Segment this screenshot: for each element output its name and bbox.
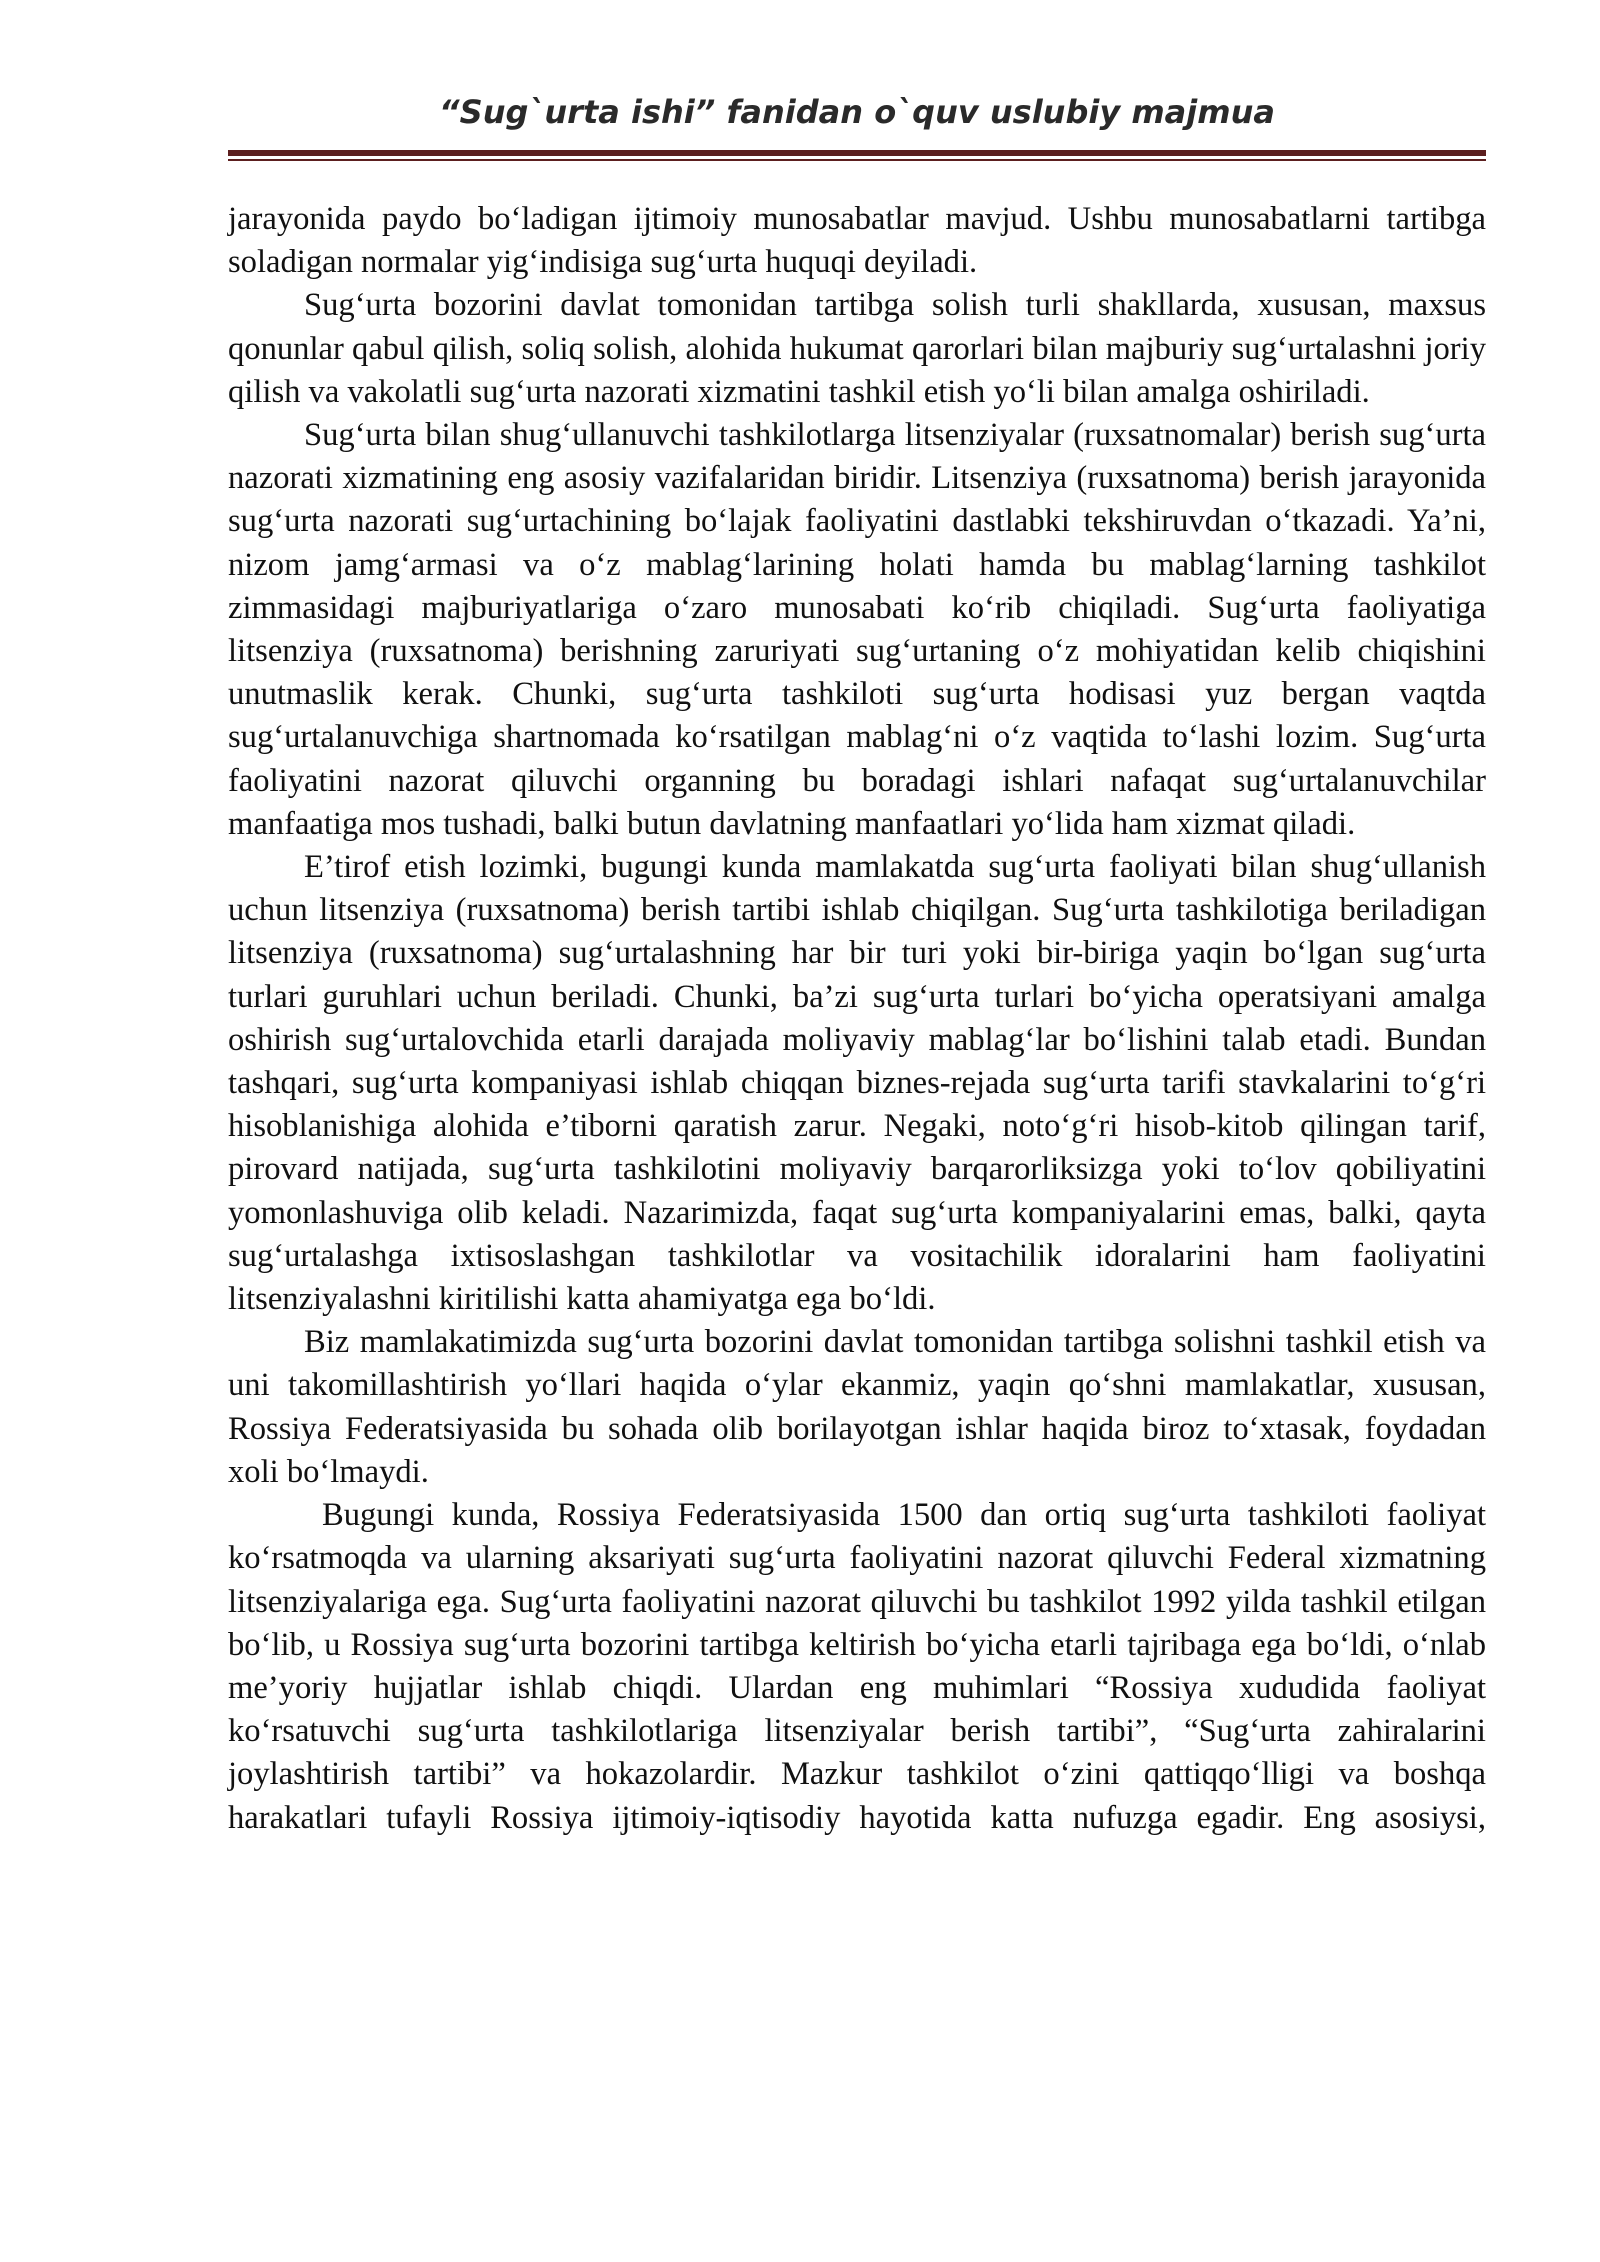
header-rule-thin (228, 159, 1486, 161)
paragraph: Sug‘urta bozorini davlat tomonidan tartibga solish turli shakllarda, xususan, maxsus qonunlar qabul qilish, soliq solish, alohida hukumat qarorlari bilan majburiy sug‘urtalashni joriy qilish va vakolatli sug‘urta nazorati xizmatini tashkil etish yo‘li bilan amalga oshiriladi. (228, 287, 1486, 410)
header-rule-thick (228, 150, 1486, 156)
page-header-title: “Sug`urta ishi” fanidan o`quv uslubiy majmua (439, 93, 1275, 131)
paragraph: Sug‘urta bilan shug‘ullanuvchi tashkilotlarga litsenziyalar (ruxsatnomalar) berish sug‘urta nazorati xizmatining eng asosiy vazifalaridan biridir. Litsenziya (ruxsatnoma) berish jarayonida sug‘urta nazorati sug‘urtachining bo‘lajak faoliyatini dastlabki tekshiruvdan o‘tkazadi. Ya’ni, nizom jamg‘armasi va o‘z mablag‘larining holati hamda bu mablag‘larning tashkilot zimmasidagi majburiyatlariga o‘zaro munosabati ko‘rib chiqiladi. Sug‘urta faoliyatiga litsenziya (ruxsatnoma) berishning zaruriyati sug‘urtaning o‘z mohiyatidan kelib chiqishini unutmaslik kerak. Chunki, sug‘urta tashkiloti sug‘urta hodisasi yuz bergan vaqtda sug‘urtalanuvchiga shartnomada ko‘rsatilgan mablag‘ni o‘z vaqtida to‘lashi lozim. Sug‘urta faoliyatini nazorat qiluvchi organning bu boradagi ishlari nafaqat sug‘urtalanuvchilar manfaatiga mos tushadi, balki butun davlatning manfaatlari yo‘lida ham xizmat qiladi. (228, 417, 1486, 842)
document-body (228, 198, 1486, 1840)
paragraph: E’tirof etish lozimki, bugungi kunda mamlakatda sug‘urta faoliyati bilan shug‘ullanish uchun litsenziya (ruxsatnoma) berish tartibi ishlab chiqilgan. Sug‘urta tashkilotiga beriladigan litsenziya (ruxsatnoma) sug‘urtalashning har bir turi yoki bir-biriga yaqin bo‘lgan sug‘urta turlari guruhlari uchun beriladi. Chunki, ba’zi sug‘urta turlari bo‘yicha operatsiyani amalga oshirish sug‘urtalovchida etarli darajada moliyaviy mablag‘lar bo‘lishini talab etadi. Bundan tashqari, sug‘urta kompaniyasi ishlab chiqqan biznes-rejada sug‘urta tarifi stavkalarini to‘g‘ri hisoblanishiga alohida e’tiborni qaratish zarur. Negaki, noto‘g‘ri hisob-kitob qilingan tarif, pirovard natijada, sug‘urta tashkilotini moliyaviy barqarorliksizga yoki to‘lov qobiliyatini yomonlashuviga olib keladi. Nazarimizda, faqat sug‘urta kompaniyalarini emas, balki, qayta sug‘urtalashga ixtisoslashgan tashkilotlar va vositachilik idoralarini ham faoliyatini litsenziyalashni kiritilishi katta ahamiyatga ega bo‘ldi. (228, 849, 1486, 1318)
paragraph: Biz mamlakatimizda sug‘urta bozorini davlat tomonidan tartibga solishni tashkil etish va uni takomillashtirish yo‘llari haqida o‘ylar ekanmiz, yaqin qo‘shni mamlakatlar, xususan, Rossiya Federatsiyasida bu sohada olib borilayotgan ishlar haqida biroz to‘xtasak, foydadan xoli bo‘lmaydi. (228, 1324, 1486, 1490)
paragraph: jarayonida paydo bo‘ladigan ijtimoiy munosabatlar mavjud. Ushbu munosabatlarni tartibga soladigan normalar yig‘indisiga sug‘urta huquqi deyiladi. (228, 201, 1486, 281)
paragraph: Bugungi kunda, Rossiya Federatsiyasida 1500 dan ortiq sug‘urta tashkiloti faoliyat ko‘rsatmoqda va ularning aksariyati sug‘urta faoliyatini nazorat qiluvchi Federal xizmatning litsenziyalariga ega. Sug‘urta faoliyatini nazorat qiluvchi bu tashkilot 1992 yilda tashkil etilgan bo‘lib, u Rossiya sug‘urta bozorini tartibga keltirish bo‘yicha etarli tajribaga ega bo‘ldi, o‘nlab me’yoriy hujjatlar ishlab chiqdi. Ulardan eng muhimlari “Rossiya xududida faoliyat ko‘rsatuvchi sug‘urta tashkilotlariga litsenziyalar berish tartibi”, “Sug‘urta zahiralarini joylashtirish tartibi” va hokazolardir. Mazkur tashkilot o‘zini qattiqqo‘lligi va boshqa harakatlari tufayli Rossiya ijtimoiy-iqtisodiy hayotida katta nufuzga egadir. Eng asosiysi, (228, 1497, 1486, 1836)
